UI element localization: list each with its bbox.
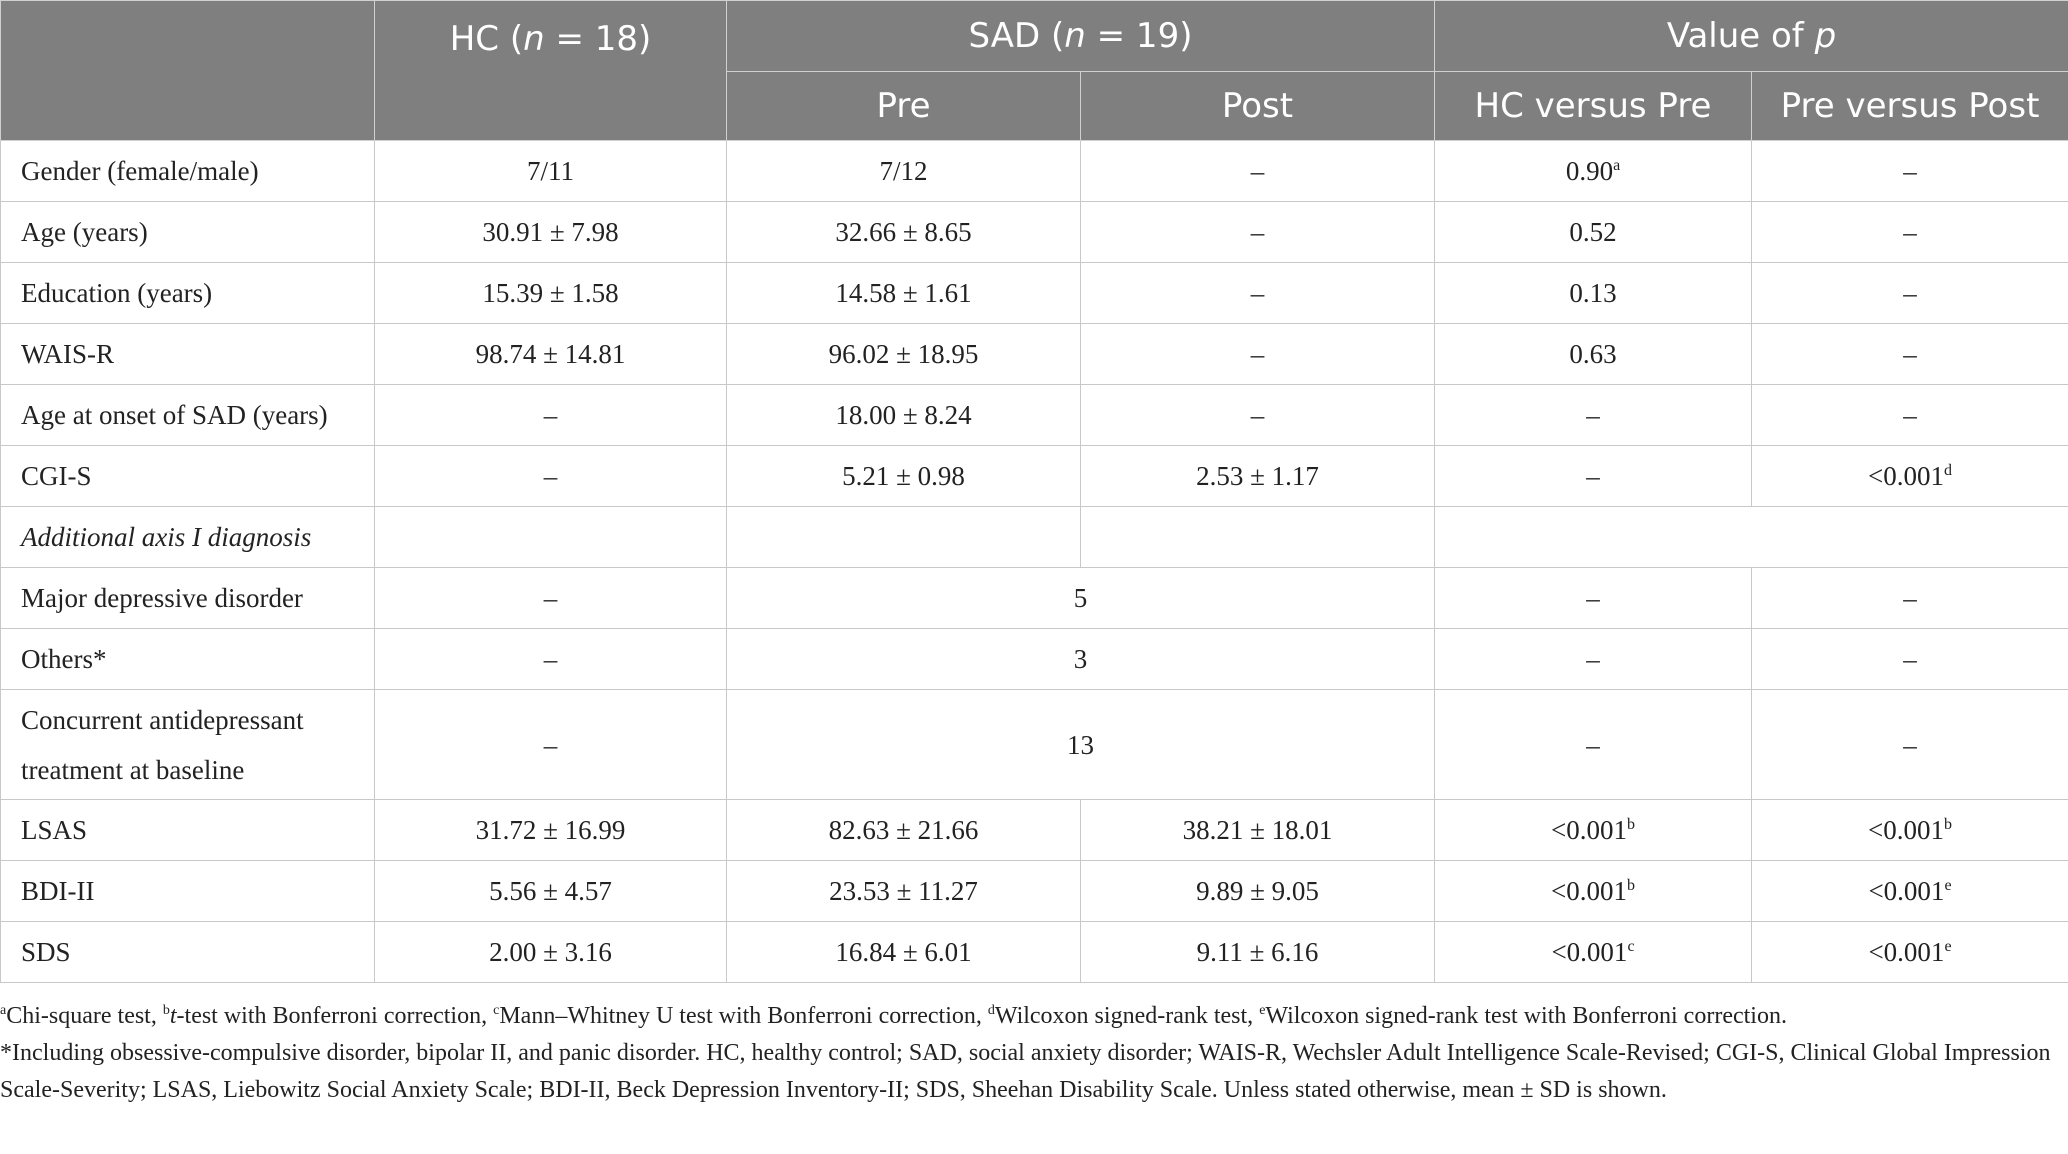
cell-empty xyxy=(1081,507,1435,568)
table-row xyxy=(1,324,2068,385)
cell-hc: – xyxy=(375,690,727,800)
cell-p-pre-post: – xyxy=(1752,629,2068,690)
section-row xyxy=(1,507,2068,568)
cell-p-pre-post: – xyxy=(1752,324,2068,385)
cell-pre: 23.53 ± 11.27 xyxy=(727,861,1081,922)
row-label: LSAS xyxy=(1,800,375,861)
cell-hc: 15.39 ± 1.58 xyxy=(375,263,727,324)
cell-post: 2.53 ± 1.17 xyxy=(1081,446,1435,507)
cell-p-hc-pre: 0.90$^a$ xyxy=(1435,141,1752,202)
cell-post: 38.21 ± 18.01 xyxy=(1081,800,1435,861)
footnote-tests: $^a$Chi-square test, $^b$t-test with Bonferroni correction, $^c$Mann–Whitney U test with Bonferroni correction, $^d$Wilcoxon signed-rank test, $^e$Wilcoxon signed-rank test with Bonferroni correction. xyxy=(0,1003,1787,1029)
cell-pre: 14.58 ± 1.61 xyxy=(727,263,1081,324)
cell-p-pre-post: – xyxy=(1752,568,2068,629)
table-row xyxy=(1,690,2068,800)
cell-empty xyxy=(727,507,1081,568)
row-label: Others* xyxy=(1,629,375,690)
row-label: BDI-II xyxy=(1,861,375,922)
row-label: Age (years) xyxy=(1,202,375,263)
cell-post: 9.11 ± 6.16 xyxy=(1081,922,1435,983)
cell-hc: 7/11 xyxy=(375,141,727,202)
table-row xyxy=(1,385,2068,446)
cell-p-pre-post: <0.001$^e$ xyxy=(1752,922,2068,983)
table-row xyxy=(1,202,2068,263)
cell-hc: 98.74 ± 14.81 xyxy=(375,324,727,385)
cell-pre: 96.02 ± 18.95 xyxy=(727,324,1081,385)
cell-hc: – xyxy=(375,385,727,446)
cell-hc: 30.91 ± 7.98 xyxy=(375,202,727,263)
cell-hc: 31.72 ± 16.99 xyxy=(375,800,727,861)
table-row xyxy=(1,861,2068,922)
header-blank xyxy=(1,1,375,141)
row-label: WAIS-R xyxy=(1,324,375,385)
cell-post: – xyxy=(1081,141,1435,202)
cell-post: – xyxy=(1081,324,1435,385)
row-label: Concurrent antidepressant treatment at baseline xyxy=(1,690,375,800)
header-hc: HC (n = 18) xyxy=(375,1,727,141)
cell-sad: 5 xyxy=(727,568,1435,629)
cell-p-hc-pre: – xyxy=(1435,385,1752,446)
header-pre-vs-post: Pre versus Post xyxy=(1752,72,2068,141)
cell-p-pre-post: – xyxy=(1752,202,2068,263)
cell-p-hc-pre: – xyxy=(1435,690,1752,800)
cell-pre: 7/12 xyxy=(727,141,1081,202)
cell-p-hc-pre: – xyxy=(1435,446,1752,507)
header-pre: Pre xyxy=(727,72,1081,141)
cell-p-hc-pre: – xyxy=(1435,568,1752,629)
cell-hc: – xyxy=(375,629,727,690)
footnote-abbreviations: *Including obsessive-compulsive disorder, bipolar II, and panic disorder. HC, healthy control; SAD, social anxiety disorder; WAIS-R, Wechsler Adult Intelligence Scale-Revised; CGI-S, Clinical Global Impression Scale-Severity; LSAS, Liebowitz Social Anxiety Scale; BDI-II, Beck Depression Inventory-II; SDS, Sheehan Disability Scale. Unless stated otherwise, mean ± SD is shown. xyxy=(0,1040,2051,1103)
cell-hc: – xyxy=(375,446,727,507)
header-post: Post xyxy=(1081,72,1435,141)
cell-p-pre-post: <0.001$^e$ xyxy=(1752,861,2068,922)
table-row xyxy=(1,446,2068,507)
table-row xyxy=(1,629,2068,690)
cell-p-hc-pre: 0.52 xyxy=(1435,202,1752,263)
row-label: CGI-S xyxy=(1,446,375,507)
cell-p-pre-post: – xyxy=(1752,141,2068,202)
table-row xyxy=(1,263,2068,324)
table-row xyxy=(1,800,2068,861)
header-pvalue: Value of p xyxy=(1435,1,2068,72)
cell-p-hc-pre: 0.63 xyxy=(1435,324,1752,385)
cell-pre: 16.84 ± 6.01 xyxy=(727,922,1081,983)
cell-p-pre-post: – xyxy=(1752,385,2068,446)
cell-p-pre-post: <0.001$^b$ xyxy=(1752,800,2068,861)
cell-pre: 82.63 ± 21.66 xyxy=(727,800,1081,861)
cell-post: – xyxy=(1081,263,1435,324)
table-row xyxy=(1,568,2068,629)
table-footnotes xyxy=(0,998,2060,1109)
table-row xyxy=(1,141,2068,202)
cell-pre: 18.00 ± 8.24 xyxy=(727,385,1081,446)
cell-p-hc-pre: – xyxy=(1435,629,1752,690)
cell-p-hc-pre: <0.001$^b$ xyxy=(1435,800,1752,861)
row-label: SDS xyxy=(1,922,375,983)
cell-p-pre-post: – xyxy=(1752,690,2068,800)
cell-hc: 5.56 ± 4.57 xyxy=(375,861,727,922)
cell-p-pre-post: – xyxy=(1752,263,2068,324)
table-row xyxy=(1,922,2068,983)
row-label: Gender (female/male) xyxy=(1,141,375,202)
cell-pre: 5.21 ± 0.98 xyxy=(727,446,1081,507)
row-label: Age at onset of SAD (years) xyxy=(1,385,375,446)
cell-p-hc-pre: 0.13 xyxy=(1435,263,1752,324)
cell-p-hc-pre: <0.001$^c$ xyxy=(1435,922,1752,983)
cell-p-pre-post: <0.001$^d$ xyxy=(1752,446,2068,507)
cell-hc: 2.00 ± 3.16 xyxy=(375,922,727,983)
cell-pre: 32.66 ± 8.65 xyxy=(727,202,1081,263)
cell-empty xyxy=(1435,507,2068,568)
cell-post: – xyxy=(1081,202,1435,263)
cell-post: 9.89 ± 9.05 xyxy=(1081,861,1435,922)
cell-sad: 13 xyxy=(727,690,1435,800)
header-sad: SAD (n = 19) xyxy=(727,1,1435,72)
header-hc-vs-pre: HC versus Pre xyxy=(1435,72,1752,141)
cell-post: – xyxy=(1081,385,1435,446)
section-label: Additional axis I diagnosis xyxy=(1,507,375,568)
row-label: Major depressive disorder xyxy=(1,568,375,629)
row-label: Education (years) xyxy=(1,263,375,324)
cell-hc: – xyxy=(375,568,727,629)
cell-sad: 3 xyxy=(727,629,1435,690)
cell-p-hc-pre: <0.001$^b$ xyxy=(1435,861,1752,922)
cell-empty xyxy=(375,507,727,568)
